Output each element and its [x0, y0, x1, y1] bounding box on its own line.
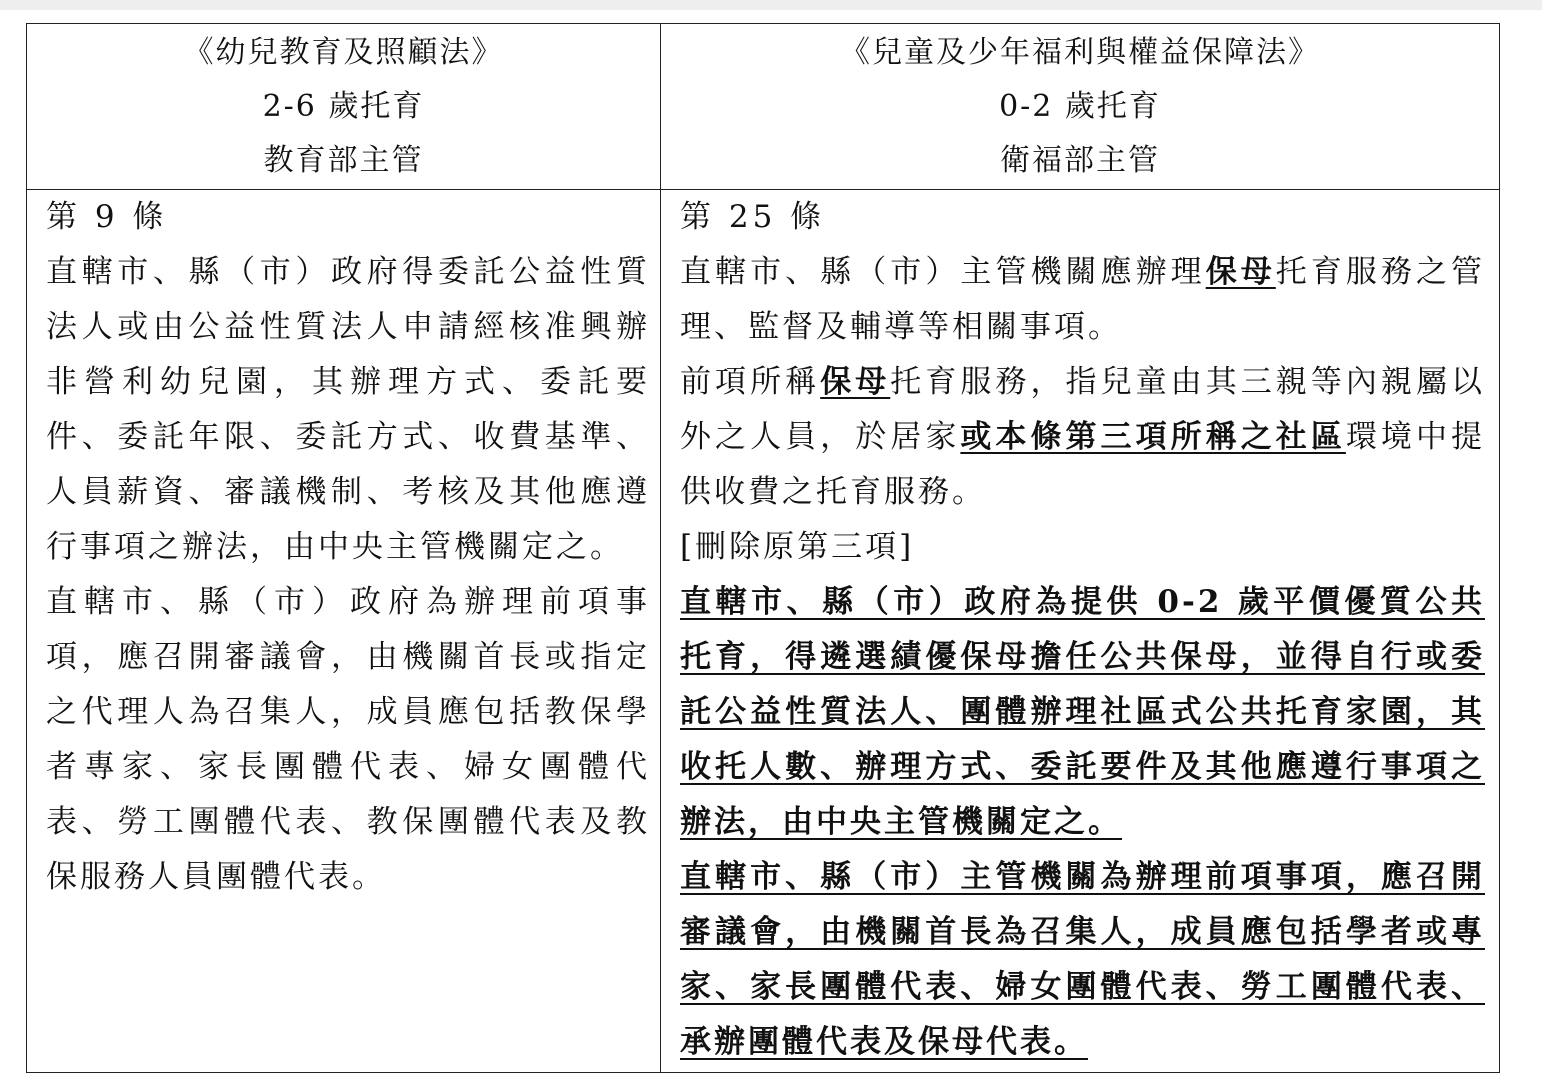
left-law-title: 《幼兒教育及照顧法》 [183, 35, 504, 70]
right-para2-text-a: 前項所稱 [680, 364, 821, 400]
right-para3-added-text: 直轄市、縣（市）政府為提供 0-2 歲平價優質公共托育，得遴選績優保母擔任公共保母，並得自行或委託公益性質法人、團體辦理社區式公共托育家園，其收托人數、辦理方式、委託要件及其他應遵行事項之辦法，由中央主管機關定之。 [680, 584, 1485, 840]
right-age-range: 0-2 歲托育 [999, 89, 1161, 124]
left-body-cell [27, 190, 661, 1073]
right-para1-text-a: 直轄市、縣（市）主管機關應辦理 [680, 254, 1206, 290]
right-law-title: 《兒童及少年福利與權益保障法》 [840, 35, 1320, 70]
right-para2-marked-term-1: 保母 [820, 364, 891, 400]
right-authority: 衛福部主管 [1000, 143, 1160, 178]
left-authority: 教育部主管 [263, 143, 424, 178]
right-paragraph-4 [680, 850, 1485, 1070]
left-paragraph-2: 直轄市、縣（市）政府為辦理前項事項，應召開審議會，由機關首長或指定之代理人為召集人，成員應包括教保學者專家、家長團體代表、婦女團體代表、勞工團體代表、教保團體代表及教保服務人員團體代表。 [46, 584, 650, 895]
top-strip [0, 0, 1542, 10]
right-paragraph-3 [680, 575, 1485, 850]
right-para1-text-b: 托育服務之管理、監督及輔導等相關事項。 [680, 254, 1486, 345]
header-row [27, 24, 1500, 190]
right-header-cell [661, 24, 1500, 190]
right-paragraph-1 [680, 245, 1485, 355]
right-para1-marked-term: 保母 [1205, 254, 1276, 290]
left-paragraph-1: 直轄市、縣（市）政府得委託公益性質法人或由公益性質法人申請經核准興辦非營利幼兒園，其辦理方式、委託要件、委託年限、委託方式、收費基準、人員薪資、審議機制、考核及其他應遵行事項之辦法，由中央主管機關定之。 [46, 254, 650, 565]
right-para2-marked-term-2: 或本條第三項所稱之社區 [960, 419, 1346, 455]
right-para2-text-b: 托育服務，指兒童由其三親等內親屬以外之人員，於居家 [680, 364, 1486, 455]
body-row [27, 190, 1500, 1073]
right-article-number: 第 25 條 [680, 199, 826, 235]
left-article-number: 第 9 條 [46, 199, 168, 235]
right-paragraph-2 [680, 355, 1485, 520]
right-body-cell [661, 190, 1500, 1073]
right-para4-added-text: 直轄市、縣（市）主管機關為辦理前項事項，應召開審議會，由機關首長為召集人，成員應包括學者或專家、家長團體代表、婦女團體代表、勞工團體代表、承辦團體代表及保母代表。 [680, 859, 1485, 1060]
comparison-table [26, 23, 1500, 1073]
left-age-range: 2-6 歲托育 [262, 89, 425, 124]
left-header-cell [27, 24, 661, 190]
deleted-paragraph-note: [刪除原第三項] [680, 529, 915, 565]
right-para2-text-c: 環境中提供收費之托育服務。 [680, 419, 1486, 510]
